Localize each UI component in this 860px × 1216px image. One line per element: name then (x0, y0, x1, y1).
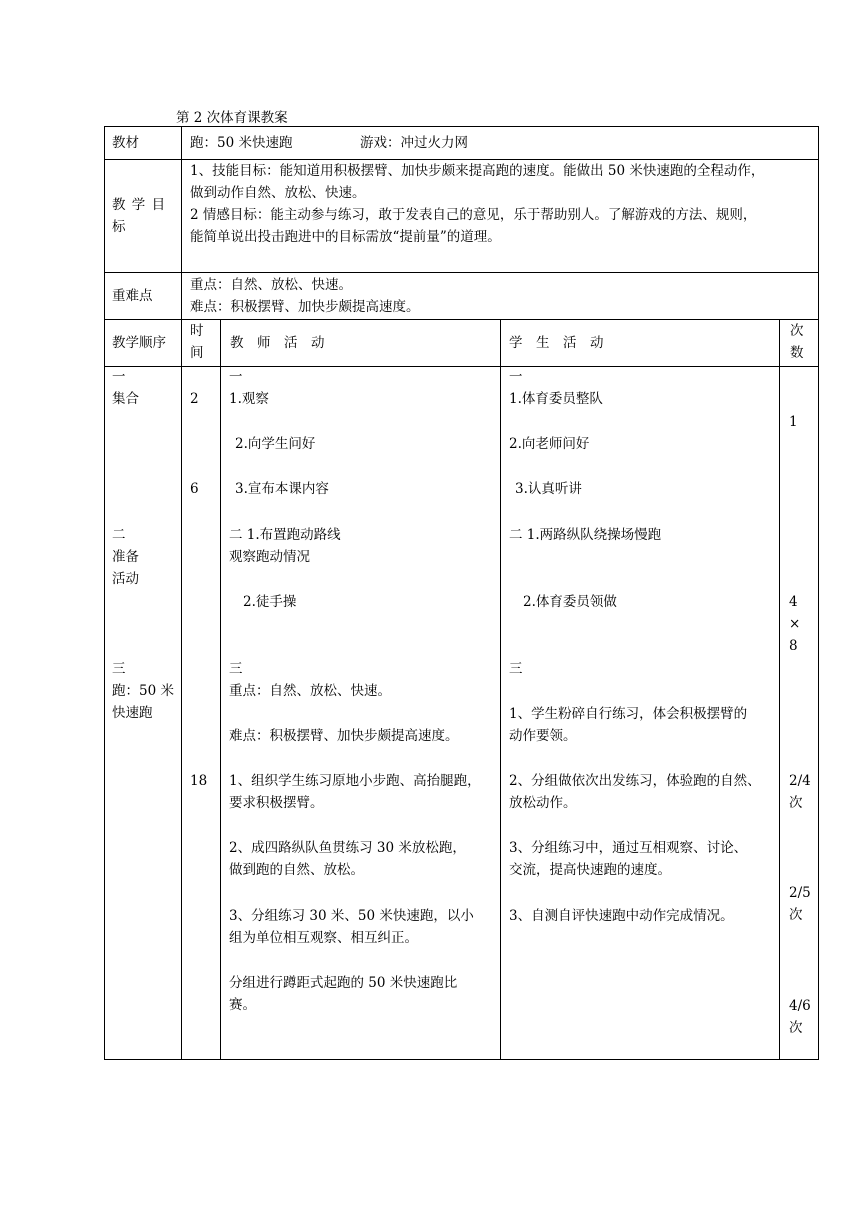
order-fast-run: 快速跑 (112, 705, 153, 721)
order-prepare: 准备 (112, 549, 139, 565)
count-2-5: 2/5 (789, 885, 811, 901)
student-greet: 2.向老师问好 (509, 436, 590, 452)
count-1: 1 (789, 414, 798, 430)
teacher-step-2a: 2、成四路纵队鱼贯练习 30 米放松跑， (229, 840, 466, 856)
teacher-step-1b: 要求积极摆臂。 (229, 795, 324, 811)
student-step-3b: 交流，提高快速跑的速度。 (509, 862, 671, 878)
time-18: 18 (190, 773, 208, 789)
col-student-header: 学 生 活 动 (509, 335, 604, 351)
col-time-header-2: 间 (190, 345, 204, 361)
count-8: 8 (789, 638, 798, 654)
student-step-1b: 动作要领。 (509, 728, 577, 744)
goal-line-3: 2 情感目标：能主动参与练习，敢于发表自己的意见，乐于帮助别人。了解游戏的方法、规则， (190, 207, 757, 223)
order-run-50m: 跑：50 米 (112, 683, 174, 699)
time-2: 2 (190, 391, 199, 407)
student-listen: 3.认真听讲 (515, 481, 582, 497)
teacher-difficult-point: 难点：积极摆臂、加快步颇提高速度。 (229, 728, 459, 744)
order-section-2: 二 (112, 527, 126, 543)
page-title: 第 2 次体育课教案 (176, 110, 288, 126)
key-label: 重难点 (112, 288, 153, 304)
key-line-2: 难点：积极摆臂、加快步颇提高速度。 (190, 299, 420, 315)
material-label: 教材 (112, 135, 139, 151)
student-section-1: 一 (509, 369, 523, 385)
teacher-exercise: 2.徒手操 (243, 594, 297, 610)
count-2-4: 2/4 (789, 773, 811, 789)
teacher-announce: 3.宣布本课内容 (235, 481, 329, 497)
material-value: 跑：50 米快速跑 (190, 135, 293, 151)
key-line-1: 重点：自然、放松、快速。 (190, 277, 352, 293)
order-section-1: 一 (112, 369, 126, 385)
student-section-3: 三 (509, 661, 523, 677)
student-step-4: 3、自测自评快速跑中动作完成情况。 (509, 908, 734, 924)
teacher-route: 二 1.布置跑动路线 (229, 527, 341, 543)
time-6: 6 (190, 481, 199, 497)
col-time-header-1: 时 (190, 323, 204, 339)
teacher-step-1a: 1、组织学生练习原地小步跑、高抬腿跑， (229, 773, 481, 789)
order-gather: 集合 (112, 391, 139, 407)
goal-line-4: 能简单说出投击跑进中的目标需放“提前量”的道理。 (190, 229, 501, 245)
col-count-header-2: 数 (790, 345, 804, 361)
col-count-header-1: 次 (790, 323, 804, 339)
count-2-5-unit: 次 (789, 907, 803, 923)
goal-line-2: 做到动作自然、放松、快速。 (190, 185, 366, 201)
student-step-2a: 2、分组做依次出发练习，体验跑的自然、 (509, 773, 761, 789)
count-4-6: 4/6 (789, 998, 811, 1014)
order-section-3: 三 (112, 661, 126, 677)
teacher-greet: 2.向学生问好 (235, 436, 316, 452)
goal-label: 教 学 目 标 (112, 197, 167, 235)
student-step-3a: 3、分组练习中，通过互相观察、讨论、 (509, 840, 748, 856)
col-order-header: 教学顺序 (112, 335, 166, 351)
student-step-2b: 放松动作。 (509, 795, 577, 811)
teacher-step-4b: 赛。 (229, 997, 256, 1013)
col-teacher-header: 教 师 活 动 (230, 335, 325, 351)
student-line-up: 1.体育委员整队 (509, 391, 603, 407)
teacher-section-1: 一 (229, 369, 243, 385)
teacher-watch-run: 观察跑动情况 (229, 549, 310, 565)
teacher-key-point: 重点：自然、放松、快速。 (229, 683, 391, 699)
count-2-4-unit: 次 (789, 795, 803, 811)
student-jog: 二 1.两路纵队绕操场慢跑 (509, 527, 662, 543)
count-times: × (789, 616, 801, 632)
teacher-step-3b: 组为单位相互观察、相互纠正。 (229, 930, 418, 946)
student-step-1a: 1、学生粉碎自行练习，体会积极摆臂的 (509, 706, 748, 722)
teacher-step-2b: 做到跑的自然、放松。 (229, 862, 364, 878)
student-lead-exercise: 2.体育委员领做 (523, 594, 617, 610)
order-activity: 活动 (112, 571, 139, 587)
count-4: 4 (789, 594, 798, 610)
goal-line-1: 1、技能目标：能知道用积极摆臂、加快步颇来提高跑的速度。能做出 50 米快速跑的全程动作， (190, 163, 765, 179)
game-value: 游戏：冲过火力网 (360, 135, 468, 151)
teacher-section-3: 三 (229, 661, 243, 677)
teacher-step-3a: 3、分组练习 30 米、50 米快速跑，以小 (229, 908, 474, 924)
count-4-6-unit: 次 (789, 1020, 803, 1036)
teacher-step-4a: 分组进行蹲距式起跑的 50 米快速跑比 (229, 975, 458, 991)
teacher-observe: 1.观察 (229, 391, 269, 407)
